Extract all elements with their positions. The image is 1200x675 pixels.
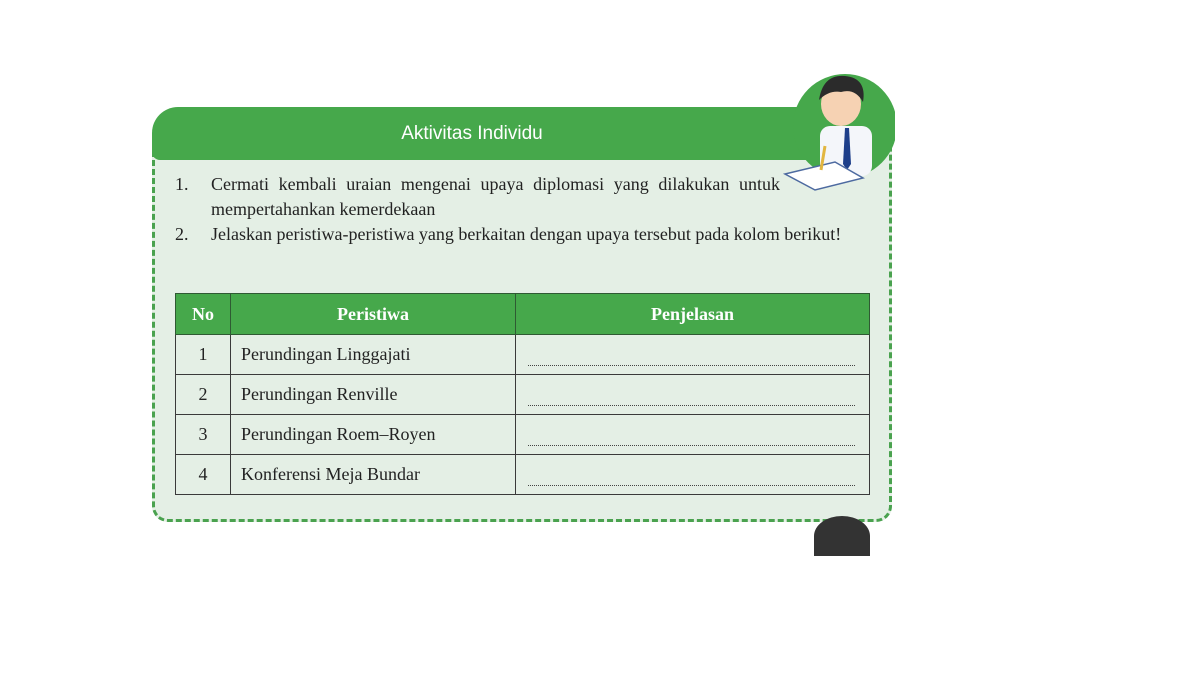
instruction-item: [175, 172, 870, 222]
card-title: Aktivitas Individu: [401, 123, 543, 144]
instructions: [175, 172, 870, 247]
row-event: Perundingan Renville: [231, 375, 516, 415]
header-penjelasan: Penjelasan: [516, 294, 870, 335]
table-row: [176, 415, 870, 455]
row-event: Konferensi Meja Bundar: [231, 455, 516, 495]
instruction-number: 2.: [175, 224, 189, 244]
table-row: [176, 375, 870, 415]
table-row: [176, 335, 870, 375]
row-event: Perundingan Roem–Royen: [231, 415, 516, 455]
answer-field[interactable]: [516, 335, 870, 375]
events-table: [175, 293, 870, 495]
header-no: No: [176, 294, 231, 335]
answer-field[interactable]: [516, 375, 870, 415]
answer-field[interactable]: [516, 415, 870, 455]
instruction-text: Jelaskan peristiwa-peristiwa yang berkaitan dengan upaya tersebut pada kolom berikut!: [211, 224, 842, 244]
row-number: 2: [176, 375, 231, 415]
next-illustration-fragment: [814, 516, 870, 556]
instruction-item: [175, 222, 870, 247]
row-number: 3: [176, 415, 231, 455]
instruction-text: Cermati kembali uraian mengenai upaya diplomasi yang dilakukan untuk mempertahankan kemerdekaan: [211, 174, 780, 219]
instruction-number: 1.: [175, 174, 189, 194]
row-event: Perundingan Linggajati: [231, 335, 516, 375]
header-peristiwa: Peristiwa: [231, 294, 516, 335]
row-number: 1: [176, 335, 231, 375]
answer-field[interactable]: [516, 455, 870, 495]
table-row: [176, 455, 870, 495]
table-header-row: [176, 294, 870, 335]
row-number: 4: [176, 455, 231, 495]
